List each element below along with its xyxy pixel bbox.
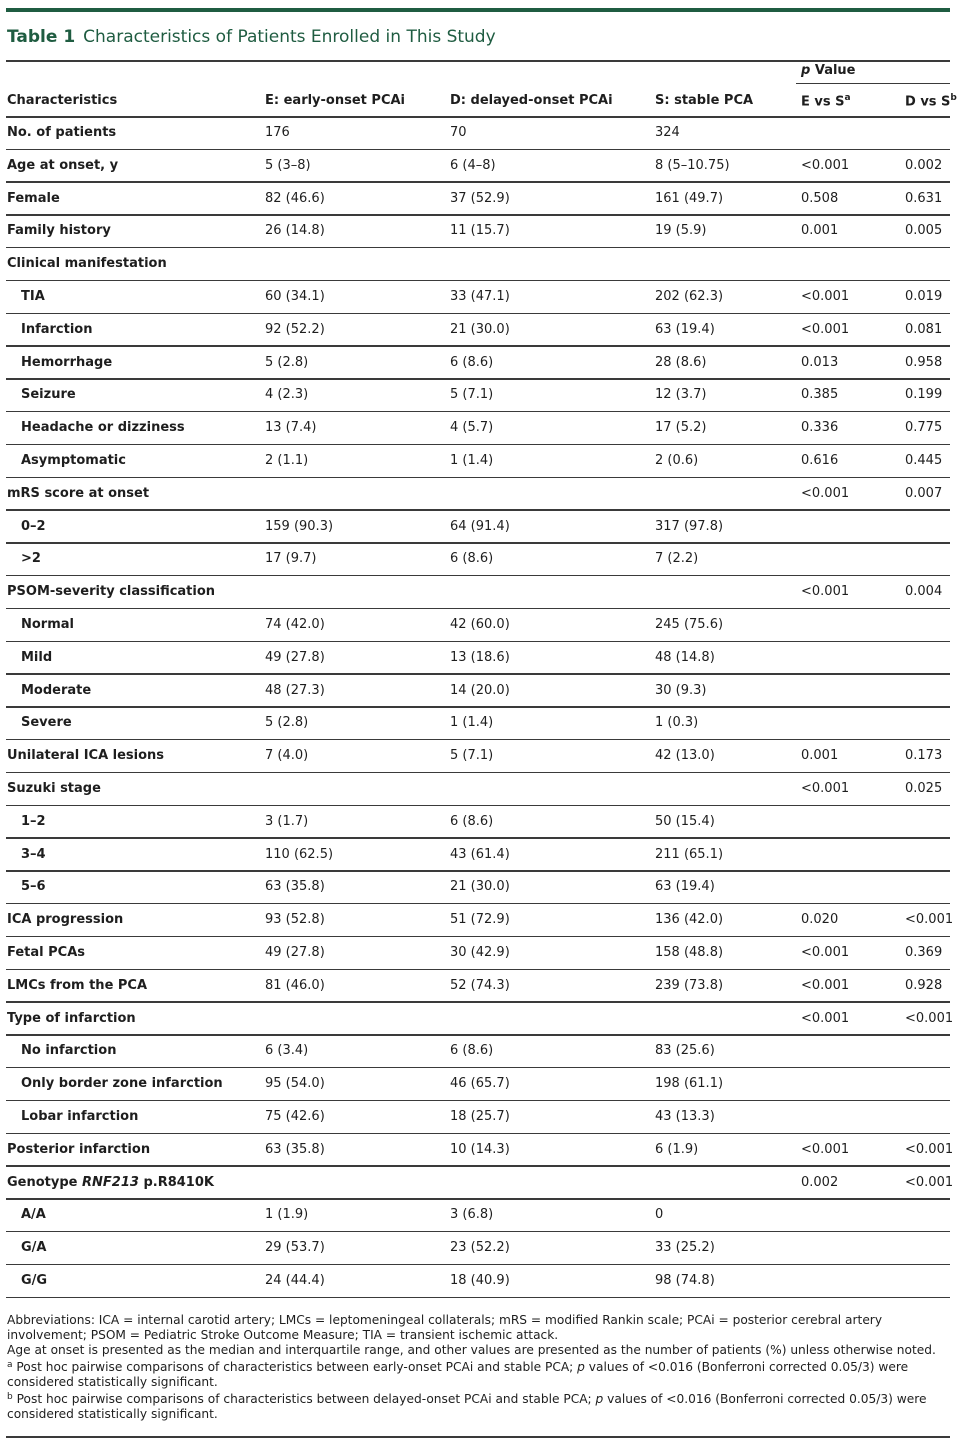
stable-cell: 50 (15.4): [655, 813, 715, 829]
p-d-vs-s-cell: 0.928: [905, 977, 943, 993]
row-label: LMCs from the PCA: [7, 977, 148, 993]
table-row: [0, 150, 958, 183]
row-label: Posterior infarction: [7, 1141, 151, 1157]
header-top-rule: [6, 60, 950, 62]
row-label: Type of infarction: [7, 1010, 136, 1026]
p-d-vs-s-cell: 0.025: [905, 781, 943, 796]
p-d-vs-s-cell: 0.958: [905, 354, 943, 370]
table-row: [0, 117, 958, 150]
delayed-onset-cell: 43 (61.4): [450, 846, 510, 862]
row-label: >2: [21, 551, 41, 567]
table-row: [0, 839, 958, 872]
table-row: [0, 445, 958, 478]
row-label: Clinical manifestation: [7, 256, 167, 272]
p-d-vs-s-cell: <0.001: [905, 1010, 954, 1026]
top-accent-bar: [6, 8, 950, 12]
footnote-b: $^b$ Post hoc pairwise comparisons of characteristics between delayed-onset PCAi and stable PCA; p values of <0.016 (Bonferroni corrected 0.05/3) were considered statistically significant.: [7, 1392, 927, 1421]
footnote-a: $^a$ Post hoc pairwise comparisons of characteristics between early-onset PCAi and stable PCA; p values of <0.016 (Bonferroni corrected 0.05/3) were considered statistically significant.: [7, 1360, 909, 1389]
early-onset-cell: 5 (2.8): [265, 354, 309, 370]
delayed-onset-cell: 4 (5.7): [450, 420, 494, 436]
row-label: Hemorrhage: [21, 354, 113, 370]
stable-cell: 33 (25.2): [655, 1240, 715, 1256]
row-label: Mild: [21, 649, 53, 665]
row-label: Moderate: [21, 682, 92, 698]
row-label: Severe: [21, 715, 72, 731]
early-onset-cell: 93 (52.8): [265, 912, 325, 928]
early-onset-cell: 6 (3.4): [265, 1043, 309, 1059]
row-label: Suzuki stage: [7, 781, 101, 796]
stable-cell: 324: [655, 125, 680, 140]
row-label: mRS score at onset: [7, 485, 150, 501]
table-title: Characteristics of Patients Enrolled in This Study: [83, 27, 496, 47]
early-onset-cell: 49 (27.8): [265, 945, 325, 960]
delayed-onset-cell: 6 (8.6): [450, 813, 494, 829]
table-row: [0, 1265, 958, 1298]
early-onset-cell: 110 (62.5): [265, 846, 334, 862]
early-onset-cell: 95 (54.0): [265, 1076, 325, 1092]
row-label: Headache or dizziness: [21, 420, 185, 436]
row-label: Lobar infarction: [21, 1109, 139, 1124]
row-label: Age at onset, y: [7, 157, 119, 173]
row-label: 3–4: [21, 846, 46, 862]
delayed-onset-cell: 30 (42.9): [450, 945, 510, 960]
stable-cell: 30 (9.3): [655, 682, 707, 698]
early-onset-cell: 29 (53.7): [265, 1240, 325, 1256]
early-onset-cell: 63 (35.8): [265, 879, 325, 895]
table-row: [0, 773, 958, 806]
row-label: 1–2: [21, 813, 46, 829]
p-e-vs-s-cell: 0.336: [801, 420, 839, 436]
delayed-onset-cell: 64 (91.4): [450, 518, 510, 534]
row-label: Only border zone infarction: [21, 1076, 223, 1092]
row-label: Asymptomatic: [21, 453, 126, 468]
delayed-onset-cell: 37 (52.9): [450, 190, 510, 206]
p-e-vs-s-cell: 0.385: [801, 387, 839, 403]
table-row: [0, 1068, 958, 1101]
stable-cell: 2 (0.6): [655, 453, 699, 468]
row-label: Genotype RNF213 p.R8410K: [7, 1174, 214, 1190]
delayed-onset-cell: 5 (7.1): [450, 748, 494, 764]
table-row: [0, 1134, 958, 1167]
table-row: [0, 904, 958, 937]
early-onset-cell: 49 (27.8): [265, 649, 325, 665]
p-d-vs-s-cell: 0.199: [905, 387, 943, 403]
stable-cell: 63 (19.4): [655, 321, 715, 337]
p-e-vs-s-cell: <0.001: [801, 1010, 850, 1026]
footnote-abbreviations: Abbreviations: ICA = internal carotid artery; LMCs = leptomeningeal collaterals; mRS = modified Rankin scale; PCAi = posterior cerebral artery involvement; PSOM = Pediatric Stroke Outcome Measure; TIA = transient ischemic attack.: [7, 1313, 883, 1342]
row-label: TIA: [21, 289, 45, 304]
table-row: [0, 543, 958, 576]
early-onset-cell: 4 (2.3): [265, 387, 309, 403]
table-row: [0, 281, 958, 314]
table-row: [0, 1232, 958, 1265]
p-e-vs-s-cell: <0.001: [801, 945, 850, 960]
delayed-onset-cell: 21 (30.0): [450, 321, 510, 337]
stable-cell: 8 (5–10.75): [655, 157, 730, 173]
delayed-onset-cell: 23 (52.2): [450, 1240, 510, 1256]
p-e-vs-s-cell: <0.001: [801, 1141, 850, 1157]
row-label: No. of patients: [7, 125, 117, 140]
stable-cell: 1 (0.3): [655, 715, 699, 731]
p-d-vs-s-cell: 0.775: [905, 420, 943, 436]
table-row: [0, 347, 958, 380]
early-onset-cell: 74 (42.0): [265, 617, 325, 632]
row-label: 5–6: [21, 879, 46, 895]
p-d-vs-s-cell: 0.173: [905, 748, 943, 764]
p-e-vs-s-cell: <0.001: [801, 584, 850, 600]
p-d-vs-s-cell: 0.445: [905, 453, 943, 468]
row-label: Normal: [21, 617, 74, 632]
header-early-onset: E: early-onset PCAi: [265, 93, 405, 108]
table-row: [0, 1101, 958, 1134]
table-row: [0, 740, 958, 773]
delayed-onset-cell: 14 (20.0): [450, 682, 510, 698]
p-e-vs-s-cell: 0.508: [801, 190, 839, 206]
row-label: 0–2: [21, 518, 46, 534]
p-d-vs-s-cell: <0.001: [905, 1141, 954, 1157]
delayed-onset-cell: 6 (8.6): [450, 354, 494, 370]
stable-cell: 12 (3.7): [655, 387, 707, 403]
stable-cell: 211 (65.1): [655, 846, 724, 862]
p-e-vs-s-cell: 0.001: [801, 223, 839, 239]
table-row: [0, 1035, 958, 1068]
early-onset-cell: 63 (35.8): [265, 1141, 325, 1157]
early-onset-cell: 5 (2.8): [265, 715, 309, 731]
early-onset-cell: 5 (3–8): [265, 157, 311, 173]
early-onset-cell: 24 (44.4): [265, 1273, 325, 1288]
stable-cell: 202 (62.3): [655, 289, 724, 304]
stable-cell: 43 (13.3): [655, 1109, 715, 1124]
row-label: Unilateral ICA lesions: [7, 748, 165, 764]
table-row: [0, 183, 958, 216]
stable-cell: 317 (97.8): [655, 518, 724, 534]
delayed-onset-cell: 33 (47.1): [450, 289, 510, 304]
row-label: G/A: [21, 1240, 47, 1256]
stable-cell: 158 (48.8): [655, 945, 724, 960]
table-row: [0, 1167, 958, 1200]
row-label: ICA progression: [7, 912, 124, 928]
header-stable: S: stable PCA: [655, 93, 754, 108]
early-onset-cell: 13 (7.4): [265, 420, 317, 436]
early-onset-cell: 17 (9.7): [265, 551, 317, 567]
p-e-vs-s-cell: 0.020: [801, 912, 839, 928]
p-e-vs-s-cell: <0.001: [801, 781, 850, 796]
table-row: [0, 248, 958, 281]
p-e-vs-s-cell: 0.002: [801, 1174, 839, 1190]
table-caption: [7, 26, 496, 48]
early-onset-cell: 60 (34.1): [265, 289, 325, 304]
p-d-vs-s-cell: 0.019: [905, 289, 943, 304]
delayed-onset-cell: 18 (40.9): [450, 1273, 510, 1288]
row-label: Seizure: [21, 387, 76, 403]
row-label: G/G: [21, 1273, 48, 1288]
table-row: [0, 707, 958, 740]
stable-cell: 198 (61.1): [655, 1076, 724, 1092]
delayed-onset-cell: 51 (72.9): [450, 912, 510, 928]
row-label: No infarction: [21, 1043, 117, 1059]
header-delayed-onset: D: delayed-onset PCAi: [450, 93, 613, 108]
table-row: [0, 609, 958, 642]
early-onset-cell: 3 (1.7): [265, 813, 309, 829]
header-e-vs-s: E vs $S^a$: [801, 93, 851, 110]
early-onset-cell: 82 (46.6): [265, 190, 325, 206]
p-d-vs-s-cell: 0.631: [905, 190, 943, 206]
p-d-vs-s-cell: 0.005: [905, 223, 943, 239]
footnote-age: Age at onset is presented as the median and interquartile range, and other values are presented as the number of patients (%) unless otherwise noted.: [7, 1343, 936, 1357]
p-d-vs-s-cell: 0.002: [905, 157, 943, 173]
stable-cell: 239 (73.8): [655, 977, 724, 993]
row-label: Fetal PCAs: [7, 945, 86, 960]
table-row: [0, 642, 958, 675]
table-row: [0, 937, 958, 970]
row-label: Family history: [7, 223, 111, 239]
row-label: Female: [7, 190, 60, 206]
stable-cell: 7 (2.2): [655, 551, 699, 567]
stable-cell: 98 (74.8): [655, 1273, 715, 1288]
delayed-onset-cell: 46 (65.7): [450, 1076, 510, 1092]
p-e-vs-s-cell: <0.001: [801, 485, 850, 501]
delayed-onset-cell: 6 (8.6): [450, 551, 494, 567]
early-onset-cell: 2 (1.1): [265, 453, 309, 468]
table-row: [0, 675, 958, 708]
table-row: [0, 871, 958, 904]
p-d-vs-s-cell: <0.001: [905, 912, 954, 928]
table-row: [0, 806, 958, 839]
early-onset-cell: 159 (90.3): [265, 518, 334, 534]
delayed-onset-cell: 13 (18.6): [450, 649, 510, 665]
table-row: [0, 314, 958, 347]
delayed-onset-cell: 5 (7.1): [450, 387, 494, 403]
p-value-header: p Value: [801, 63, 856, 78]
stable-cell: 245 (75.6): [655, 617, 724, 632]
stable-cell: 6 (1.9): [655, 1141, 699, 1157]
table-row: [0, 576, 958, 609]
delayed-onset-cell: 6 (4–8): [450, 157, 496, 173]
early-onset-cell: 176: [265, 125, 290, 140]
p-d-vs-s-cell: <0.001: [905, 1174, 954, 1190]
delayed-onset-cell: 18 (25.7): [450, 1109, 510, 1124]
delayed-onset-cell: 42 (60.0): [450, 617, 510, 632]
stable-cell: 161 (49.7): [655, 190, 724, 206]
p-e-vs-s-cell: <0.001: [801, 977, 850, 993]
p-e-vs-s-cell: <0.001: [801, 321, 850, 337]
stable-cell: 136 (42.0): [655, 912, 724, 928]
row-label: Infarction: [21, 321, 93, 337]
table-row: [0, 511, 958, 544]
stable-cell: 42 (13.0): [655, 748, 715, 764]
p-d-vs-s-cell: 0.081: [905, 321, 943, 337]
table-row: [0, 1199, 958, 1232]
p-e-vs-s-cell: 0.616: [801, 453, 839, 468]
early-onset-cell: 75 (42.6): [265, 1109, 325, 1124]
table-row: [0, 970, 958, 1003]
p-e-vs-s-cell: 0.013: [801, 354, 839, 370]
delayed-onset-cell: 6 (8.6): [450, 1043, 494, 1059]
early-onset-cell: 92 (52.2): [265, 321, 325, 337]
delayed-onset-cell: 52 (74.3): [450, 977, 510, 993]
early-onset-cell: 48 (27.3): [265, 682, 325, 698]
p-d-vs-s-cell: 0.007: [905, 485, 943, 501]
row-rule: [6, 1297, 950, 1299]
table-footnotes: [7, 1313, 950, 1422]
footnote-bottom-rule: [6, 1436, 950, 1438]
delayed-onset-cell: 11 (15.7): [450, 223, 510, 239]
p-value-subrule: [796, 83, 950, 84]
p-e-vs-s-cell: 0.001: [801, 748, 839, 764]
early-onset-cell: 1 (1.9): [265, 1207, 309, 1223]
early-onset-cell: 26 (14.8): [265, 223, 325, 239]
table-row: [0, 478, 958, 511]
header-d-vs-s: D vs $S^b$: [905, 93, 957, 110]
early-onset-cell: 81 (46.0): [265, 977, 325, 993]
table-row: [0, 379, 958, 412]
stable-cell: 48 (14.8): [655, 649, 715, 665]
table-row: [0, 1003, 958, 1036]
stable-cell: 0: [655, 1207, 664, 1223]
p-d-vs-s-cell: 0.369: [905, 945, 943, 960]
delayed-onset-cell: 10 (14.3): [450, 1141, 510, 1157]
header-characteristics: Characteristics: [7, 93, 118, 108]
stable-cell: 17 (5.2): [655, 420, 707, 436]
table-row: [0, 412, 958, 445]
p-e-vs-s-cell: <0.001: [801, 157, 850, 173]
stable-cell: 19 (5.9): [655, 223, 707, 239]
delayed-onset-cell: 1 (1.4): [450, 453, 494, 468]
delayed-onset-cell: 70: [450, 125, 467, 140]
row-label: PSOM-severity classification: [7, 584, 216, 600]
delayed-onset-cell: 21 (30.0): [450, 879, 510, 895]
early-onset-cell: 7 (4.0): [265, 748, 309, 764]
stable-cell: 83 (25.6): [655, 1043, 715, 1059]
table-row: [0, 215, 958, 248]
p-e-vs-s-cell: <0.001: [801, 289, 850, 304]
table-label: Table 1: [7, 27, 76, 47]
stable-cell: 63 (19.4): [655, 879, 715, 895]
stable-cell: 28 (8.6): [655, 354, 707, 370]
row-label: A/A: [21, 1207, 46, 1223]
p-d-vs-s-cell: 0.004: [905, 584, 943, 600]
delayed-onset-cell: 3 (6.8): [450, 1207, 494, 1223]
delayed-onset-cell: 1 (1.4): [450, 715, 494, 731]
